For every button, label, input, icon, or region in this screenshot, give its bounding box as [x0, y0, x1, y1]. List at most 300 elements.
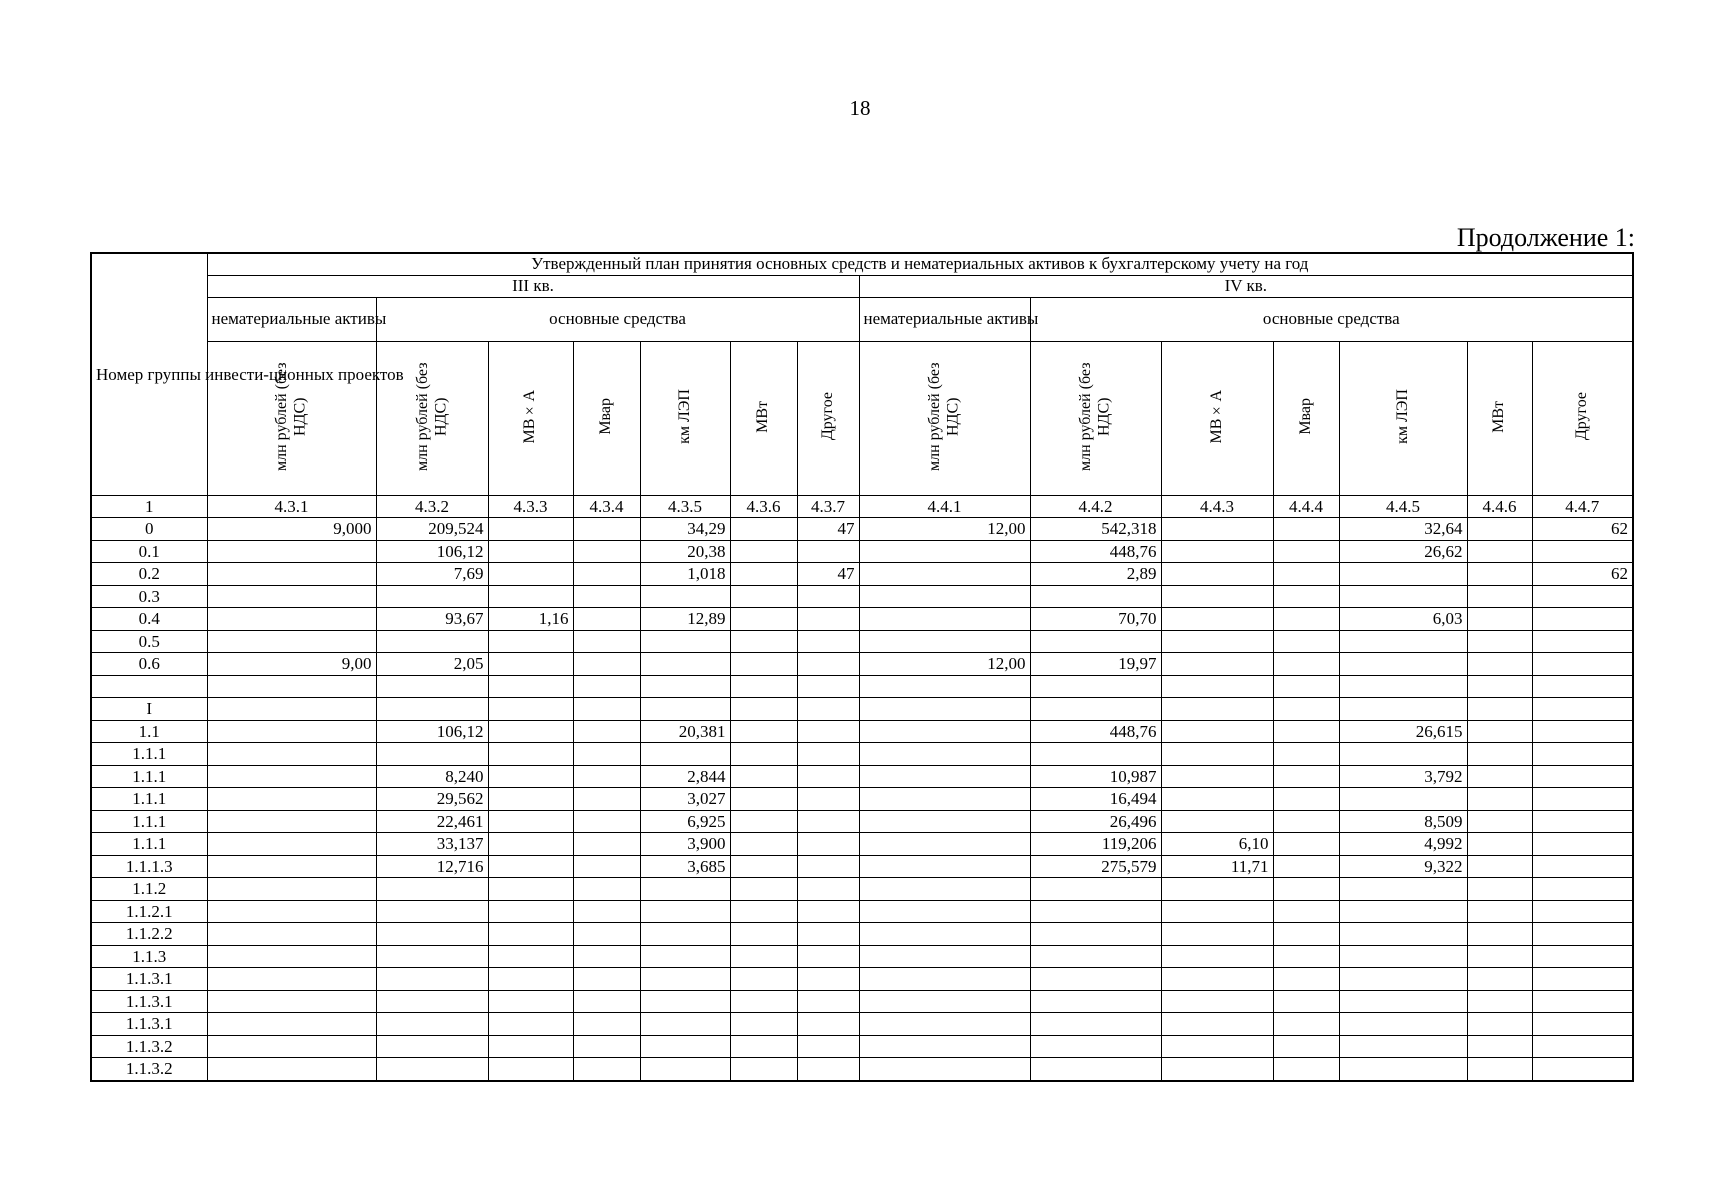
- table-row: [91, 833, 1633, 856]
- value-cell: [1161, 1035, 1273, 1058]
- value-cell: [1030, 1035, 1161, 1058]
- value-cell: 2,844: [640, 765, 730, 788]
- value-cell: 19,97: [1030, 653, 1161, 676]
- value-cell: [1030, 1013, 1161, 1036]
- value-cell: 542,318: [1030, 518, 1161, 541]
- value-cell: [1273, 923, 1339, 946]
- value-cell: [573, 518, 640, 541]
- value-cell: [1339, 675, 1467, 698]
- group-number-cell: 1.1.3.2: [91, 1058, 207, 1081]
- table-row: [91, 675, 1633, 698]
- value-cell: [1532, 855, 1633, 878]
- value-cell: [1467, 990, 1532, 1013]
- value-cell: [1273, 518, 1339, 541]
- column-code-cell: 4.3.1: [207, 496, 376, 518]
- value-cell: [797, 833, 859, 856]
- value-cell: [797, 968, 859, 991]
- value-cell: [376, 698, 488, 721]
- value-cell: [640, 968, 730, 991]
- value-cell: [1273, 900, 1339, 923]
- value-cell: [1467, 945, 1532, 968]
- value-cell: [730, 563, 797, 586]
- value-cell: [1339, 990, 1467, 1013]
- column-code-cell: 4.4.6: [1467, 496, 1532, 518]
- unit-header: МВт: [730, 341, 797, 496]
- value-cell: [1273, 540, 1339, 563]
- value-cell: [859, 968, 1030, 991]
- continuation-label: Продолжение 1:: [1456, 223, 1635, 252]
- value-cell: [1339, 788, 1467, 811]
- value-cell: 34,29: [640, 518, 730, 541]
- group-number-cell: [91, 675, 207, 698]
- value-cell: [573, 1035, 640, 1058]
- value-cell: [376, 923, 488, 946]
- value-cell: 12,89: [640, 608, 730, 631]
- value-cell: [1273, 743, 1339, 766]
- group-number-cell: 1.1.1: [91, 743, 207, 766]
- value-cell: [1467, 765, 1532, 788]
- value-cell: 16,494: [1030, 788, 1161, 811]
- value-cell: [797, 1058, 859, 1081]
- value-cell: [207, 585, 376, 608]
- group-number-cell: 1.1.3.1: [91, 990, 207, 1013]
- value-cell: [488, 990, 573, 1013]
- value-cell: [859, 563, 1030, 586]
- value-cell: [573, 743, 640, 766]
- value-cell: [1339, 900, 1467, 923]
- value-cell: [1273, 1013, 1339, 1036]
- value-cell: [488, 518, 573, 541]
- group-number-cell: 1.1: [91, 720, 207, 743]
- value-cell: [859, 945, 1030, 968]
- value-cell: [859, 990, 1030, 1013]
- value-cell: [1467, 1058, 1532, 1081]
- table-body: [91, 496, 1633, 1081]
- value-cell: [859, 720, 1030, 743]
- column-code-cell: 4.3.5: [640, 496, 730, 518]
- value-cell: [640, 945, 730, 968]
- value-cell: [207, 968, 376, 991]
- value-cell: [1339, 698, 1467, 721]
- value-cell: [573, 765, 640, 788]
- table-row: [91, 923, 1633, 946]
- value-cell: [1161, 585, 1273, 608]
- value-cell: [730, 743, 797, 766]
- value-cell: [488, 923, 573, 946]
- group-number-cell: 0.2: [91, 563, 207, 586]
- value-cell: [730, 1035, 797, 1058]
- value-cell: [1161, 563, 1273, 586]
- value-cell: [730, 900, 797, 923]
- value-cell: [573, 653, 640, 676]
- value-cell: [640, 990, 730, 1013]
- value-cell: [376, 585, 488, 608]
- value-cell: [1532, 900, 1633, 923]
- value-cell: [1532, 1035, 1633, 1058]
- table-row: [91, 540, 1633, 563]
- value-cell: [1161, 653, 1273, 676]
- value-cell: [1532, 945, 1633, 968]
- value-cell: [730, 1058, 797, 1081]
- value-cell: [1339, 923, 1467, 946]
- value-cell: [1532, 878, 1633, 901]
- value-cell: [1532, 653, 1633, 676]
- value-cell: 2,05: [376, 653, 488, 676]
- value-cell: [1467, 608, 1532, 631]
- column-code-cell: 1: [91, 496, 207, 518]
- group-number-cell: 0: [91, 518, 207, 541]
- value-cell: [1161, 518, 1273, 541]
- value-cell: [730, 585, 797, 608]
- value-cell: [1339, 878, 1467, 901]
- value-cell: [797, 540, 859, 563]
- q4-header: IV кв.: [859, 275, 1633, 297]
- table-row: [91, 810, 1633, 833]
- value-cell: 8,240: [376, 765, 488, 788]
- value-cell: 275,579: [1030, 855, 1161, 878]
- value-cell: [1161, 608, 1273, 631]
- value-cell: 1,16: [488, 608, 573, 631]
- value-cell: [488, 945, 573, 968]
- value-cell: 70,70: [1030, 608, 1161, 631]
- value-cell: [859, 1035, 1030, 1058]
- value-cell: [1532, 743, 1633, 766]
- value-cell: [797, 878, 859, 901]
- table-row: [91, 698, 1633, 721]
- value-cell: [207, 923, 376, 946]
- value-cell: [1467, 833, 1532, 856]
- unit-header: Другое: [1532, 341, 1633, 496]
- value-cell: [1030, 630, 1161, 653]
- value-cell: [376, 878, 488, 901]
- value-cell: 7,69: [376, 563, 488, 586]
- value-cell: [1467, 675, 1532, 698]
- value-cell: [207, 833, 376, 856]
- table-row: [91, 563, 1633, 586]
- value-cell: [730, 720, 797, 743]
- value-cell: [376, 1035, 488, 1058]
- value-cell: [488, 563, 573, 586]
- value-cell: 2,89: [1030, 563, 1161, 586]
- value-cell: 3,027: [640, 788, 730, 811]
- value-cell: [797, 855, 859, 878]
- value-cell: [730, 698, 797, 721]
- value-cell: [640, 1058, 730, 1081]
- value-cell: 119,206: [1030, 833, 1161, 856]
- value-cell: [1532, 1058, 1633, 1081]
- value-cell: [1030, 1058, 1161, 1081]
- value-cell: [730, 990, 797, 1013]
- value-cell: [859, 1058, 1030, 1081]
- value-cell: [1532, 1013, 1633, 1036]
- value-cell: [1339, 968, 1467, 991]
- value-cell: [1161, 1013, 1273, 1036]
- value-cell: [207, 788, 376, 811]
- value-cell: [730, 653, 797, 676]
- value-cell: [730, 855, 797, 878]
- value-cell: [1467, 563, 1532, 586]
- table-row: [91, 608, 1633, 631]
- value-cell: [376, 743, 488, 766]
- value-cell: [1467, 878, 1532, 901]
- stub-header: Номер группы инвести-ционных проектов: [91, 253, 207, 496]
- value-cell: [573, 675, 640, 698]
- value-cell: [797, 698, 859, 721]
- value-cell: 26,496: [1030, 810, 1161, 833]
- value-cell: [1030, 743, 1161, 766]
- value-cell: [207, 765, 376, 788]
- value-cell: [1339, 563, 1467, 586]
- value-cell: [1467, 585, 1532, 608]
- value-cell: 1,018: [640, 563, 730, 586]
- unit-header: Мвар: [573, 341, 640, 496]
- value-cell: [1273, 630, 1339, 653]
- table-row: [91, 990, 1633, 1013]
- value-cell: [1467, 810, 1532, 833]
- value-cell: [1161, 765, 1273, 788]
- value-cell: [376, 675, 488, 698]
- value-cell: [1339, 1013, 1467, 1036]
- value-cell: [207, 855, 376, 878]
- value-cell: [1273, 585, 1339, 608]
- value-cell: [488, 698, 573, 721]
- value-cell: [1467, 720, 1532, 743]
- value-cell: 8,509: [1339, 810, 1467, 833]
- value-cell: [797, 900, 859, 923]
- value-cell: [797, 1035, 859, 1058]
- value-cell: [1273, 675, 1339, 698]
- value-cell: [488, 720, 573, 743]
- value-cell: 62: [1532, 518, 1633, 541]
- value-cell: [488, 788, 573, 811]
- value-cell: [1273, 878, 1339, 901]
- value-cell: [1161, 923, 1273, 946]
- value-cell: [859, 923, 1030, 946]
- value-cell: [488, 743, 573, 766]
- value-cell: [488, 1058, 573, 1081]
- q3-fixed-assets-header: основные средства: [376, 297, 859, 341]
- value-cell: [640, 630, 730, 653]
- value-cell: [1273, 698, 1339, 721]
- value-cell: [1273, 765, 1339, 788]
- value-cell: [1161, 788, 1273, 811]
- value-cell: [730, 608, 797, 631]
- value-cell: [1532, 720, 1633, 743]
- value-cell: 26,615: [1339, 720, 1467, 743]
- value-cell: [207, 1035, 376, 1058]
- group-number-cell: 1.1.3.1: [91, 1013, 207, 1036]
- table-row: [91, 630, 1633, 653]
- value-cell: [1030, 878, 1161, 901]
- value-cell: [730, 968, 797, 991]
- value-cell: 93,67: [376, 608, 488, 631]
- value-cell: [1161, 540, 1273, 563]
- value-cell: [730, 765, 797, 788]
- value-cell: [797, 675, 859, 698]
- value-cell: [376, 1058, 488, 1081]
- value-cell: [640, 653, 730, 676]
- value-cell: [488, 675, 573, 698]
- value-cell: 106,12: [376, 720, 488, 743]
- value-cell: 62: [1532, 563, 1633, 586]
- value-cell: [1532, 698, 1633, 721]
- q4-fixed-assets-header: основные средства: [1030, 297, 1633, 341]
- value-cell: [207, 1058, 376, 1081]
- unit-header: км ЛЭП: [640, 341, 730, 496]
- group-number-cell: 0.1: [91, 540, 207, 563]
- value-cell: 448,76: [1030, 540, 1161, 563]
- value-cell: [859, 855, 1030, 878]
- value-cell: [488, 900, 573, 923]
- value-cell: [859, 833, 1030, 856]
- value-cell: [1161, 630, 1273, 653]
- unit-header: МВ×А: [1161, 341, 1273, 496]
- value-cell: [730, 878, 797, 901]
- unit-header: млн рублей (без НДС): [376, 341, 488, 496]
- value-cell: [573, 1013, 640, 1036]
- group-number-cell: 1.1.2.2: [91, 923, 207, 946]
- value-cell: [207, 900, 376, 923]
- value-cell: [1467, 923, 1532, 946]
- value-cell: 448,76: [1030, 720, 1161, 743]
- value-cell: [730, 675, 797, 698]
- value-cell: [640, 698, 730, 721]
- value-cell: [859, 698, 1030, 721]
- value-cell: [1339, 585, 1467, 608]
- value-cell: [1532, 833, 1633, 856]
- value-cell: [573, 788, 640, 811]
- column-code-cell: 4.4.2: [1030, 496, 1161, 518]
- value-cell: [1467, 698, 1532, 721]
- value-cell: [859, 743, 1030, 766]
- unit-header: МВт: [1467, 341, 1532, 496]
- value-cell: [376, 968, 488, 991]
- value-cell: [488, 630, 573, 653]
- unit-header: Мвар: [1273, 341, 1339, 496]
- value-cell: [797, 923, 859, 946]
- value-cell: [1161, 1058, 1273, 1081]
- value-cell: [859, 810, 1030, 833]
- value-cell: [1273, 1058, 1339, 1081]
- table-row: [91, 788, 1633, 811]
- column-code-cell: 4.4.3: [1161, 496, 1273, 518]
- table-row: [91, 900, 1633, 923]
- value-cell: [859, 878, 1030, 901]
- value-cell: [488, 653, 573, 676]
- value-cell: [1339, 653, 1467, 676]
- value-cell: [207, 608, 376, 631]
- value-cell: [573, 990, 640, 1013]
- value-cell: [573, 855, 640, 878]
- table-row: [91, 585, 1633, 608]
- value-cell: [797, 630, 859, 653]
- value-cell: [573, 540, 640, 563]
- value-cell: [640, 1013, 730, 1036]
- value-cell: [376, 945, 488, 968]
- table-row: [91, 1058, 1633, 1081]
- value-cell: [573, 968, 640, 991]
- value-cell: [1339, 1035, 1467, 1058]
- value-cell: [1532, 540, 1633, 563]
- value-cell: [1030, 990, 1161, 1013]
- value-cell: [488, 968, 573, 991]
- value-cell: [1467, 968, 1532, 991]
- value-cell: [376, 1013, 488, 1036]
- value-cell: [573, 720, 640, 743]
- table-row: [91, 518, 1633, 541]
- value-cell: [207, 698, 376, 721]
- value-cell: 26,62: [1339, 540, 1467, 563]
- value-cell: [573, 923, 640, 946]
- value-cell: [573, 900, 640, 923]
- group-number-cell: 1.1.3.2: [91, 1035, 207, 1058]
- value-cell: [488, 1013, 573, 1036]
- value-cell: [1273, 990, 1339, 1013]
- value-cell: 47: [797, 518, 859, 541]
- value-cell: [640, 900, 730, 923]
- value-cell: [1467, 788, 1532, 811]
- value-cell: [488, 1035, 573, 1058]
- value-cell: 6,925: [640, 810, 730, 833]
- value-cell: [1161, 878, 1273, 901]
- value-cell: 3,792: [1339, 765, 1467, 788]
- value-cell: [1273, 810, 1339, 833]
- value-cell: [207, 945, 376, 968]
- value-cell: [730, 788, 797, 811]
- value-cell: [1532, 923, 1633, 946]
- value-cell: [1532, 608, 1633, 631]
- group-number-cell: 0.5: [91, 630, 207, 653]
- value-cell: 12,00: [859, 653, 1030, 676]
- value-cell: [573, 563, 640, 586]
- value-cell: 9,000: [207, 518, 376, 541]
- value-cell: 10,987: [1030, 765, 1161, 788]
- value-cell: [207, 540, 376, 563]
- group-number-cell: 1.1.1: [91, 788, 207, 811]
- value-cell: [1273, 855, 1339, 878]
- value-cell: 33,137: [376, 833, 488, 856]
- value-cell: [1273, 1035, 1339, 1058]
- table-row: [91, 1035, 1633, 1058]
- value-cell: [1030, 698, 1161, 721]
- value-cell: [859, 630, 1030, 653]
- value-cell: [797, 743, 859, 766]
- value-cell: 20,38: [640, 540, 730, 563]
- value-cell: [1161, 990, 1273, 1013]
- table-row: [91, 743, 1633, 766]
- value-cell: 12,00: [859, 518, 1030, 541]
- value-cell: [488, 878, 573, 901]
- value-cell: 11,71: [1161, 855, 1273, 878]
- value-cell: [1030, 968, 1161, 991]
- value-cell: [797, 945, 859, 968]
- column-code-row: [91, 496, 1633, 518]
- value-cell: [730, 833, 797, 856]
- value-cell: 32,64: [1339, 518, 1467, 541]
- value-cell: [797, 765, 859, 788]
- table-row: [91, 968, 1633, 991]
- value-cell: 6,10: [1161, 833, 1273, 856]
- value-cell: [640, 675, 730, 698]
- value-cell: [859, 585, 1030, 608]
- unit-header: МВ×А: [488, 341, 573, 496]
- group-number-cell: I: [91, 698, 207, 721]
- q4-intangible-header: нематериальные активы: [859, 297, 1030, 341]
- value-cell: [376, 630, 488, 653]
- table-row: [91, 653, 1633, 676]
- group-number-cell: 1.1.2: [91, 878, 207, 901]
- value-cell: 9,00: [207, 653, 376, 676]
